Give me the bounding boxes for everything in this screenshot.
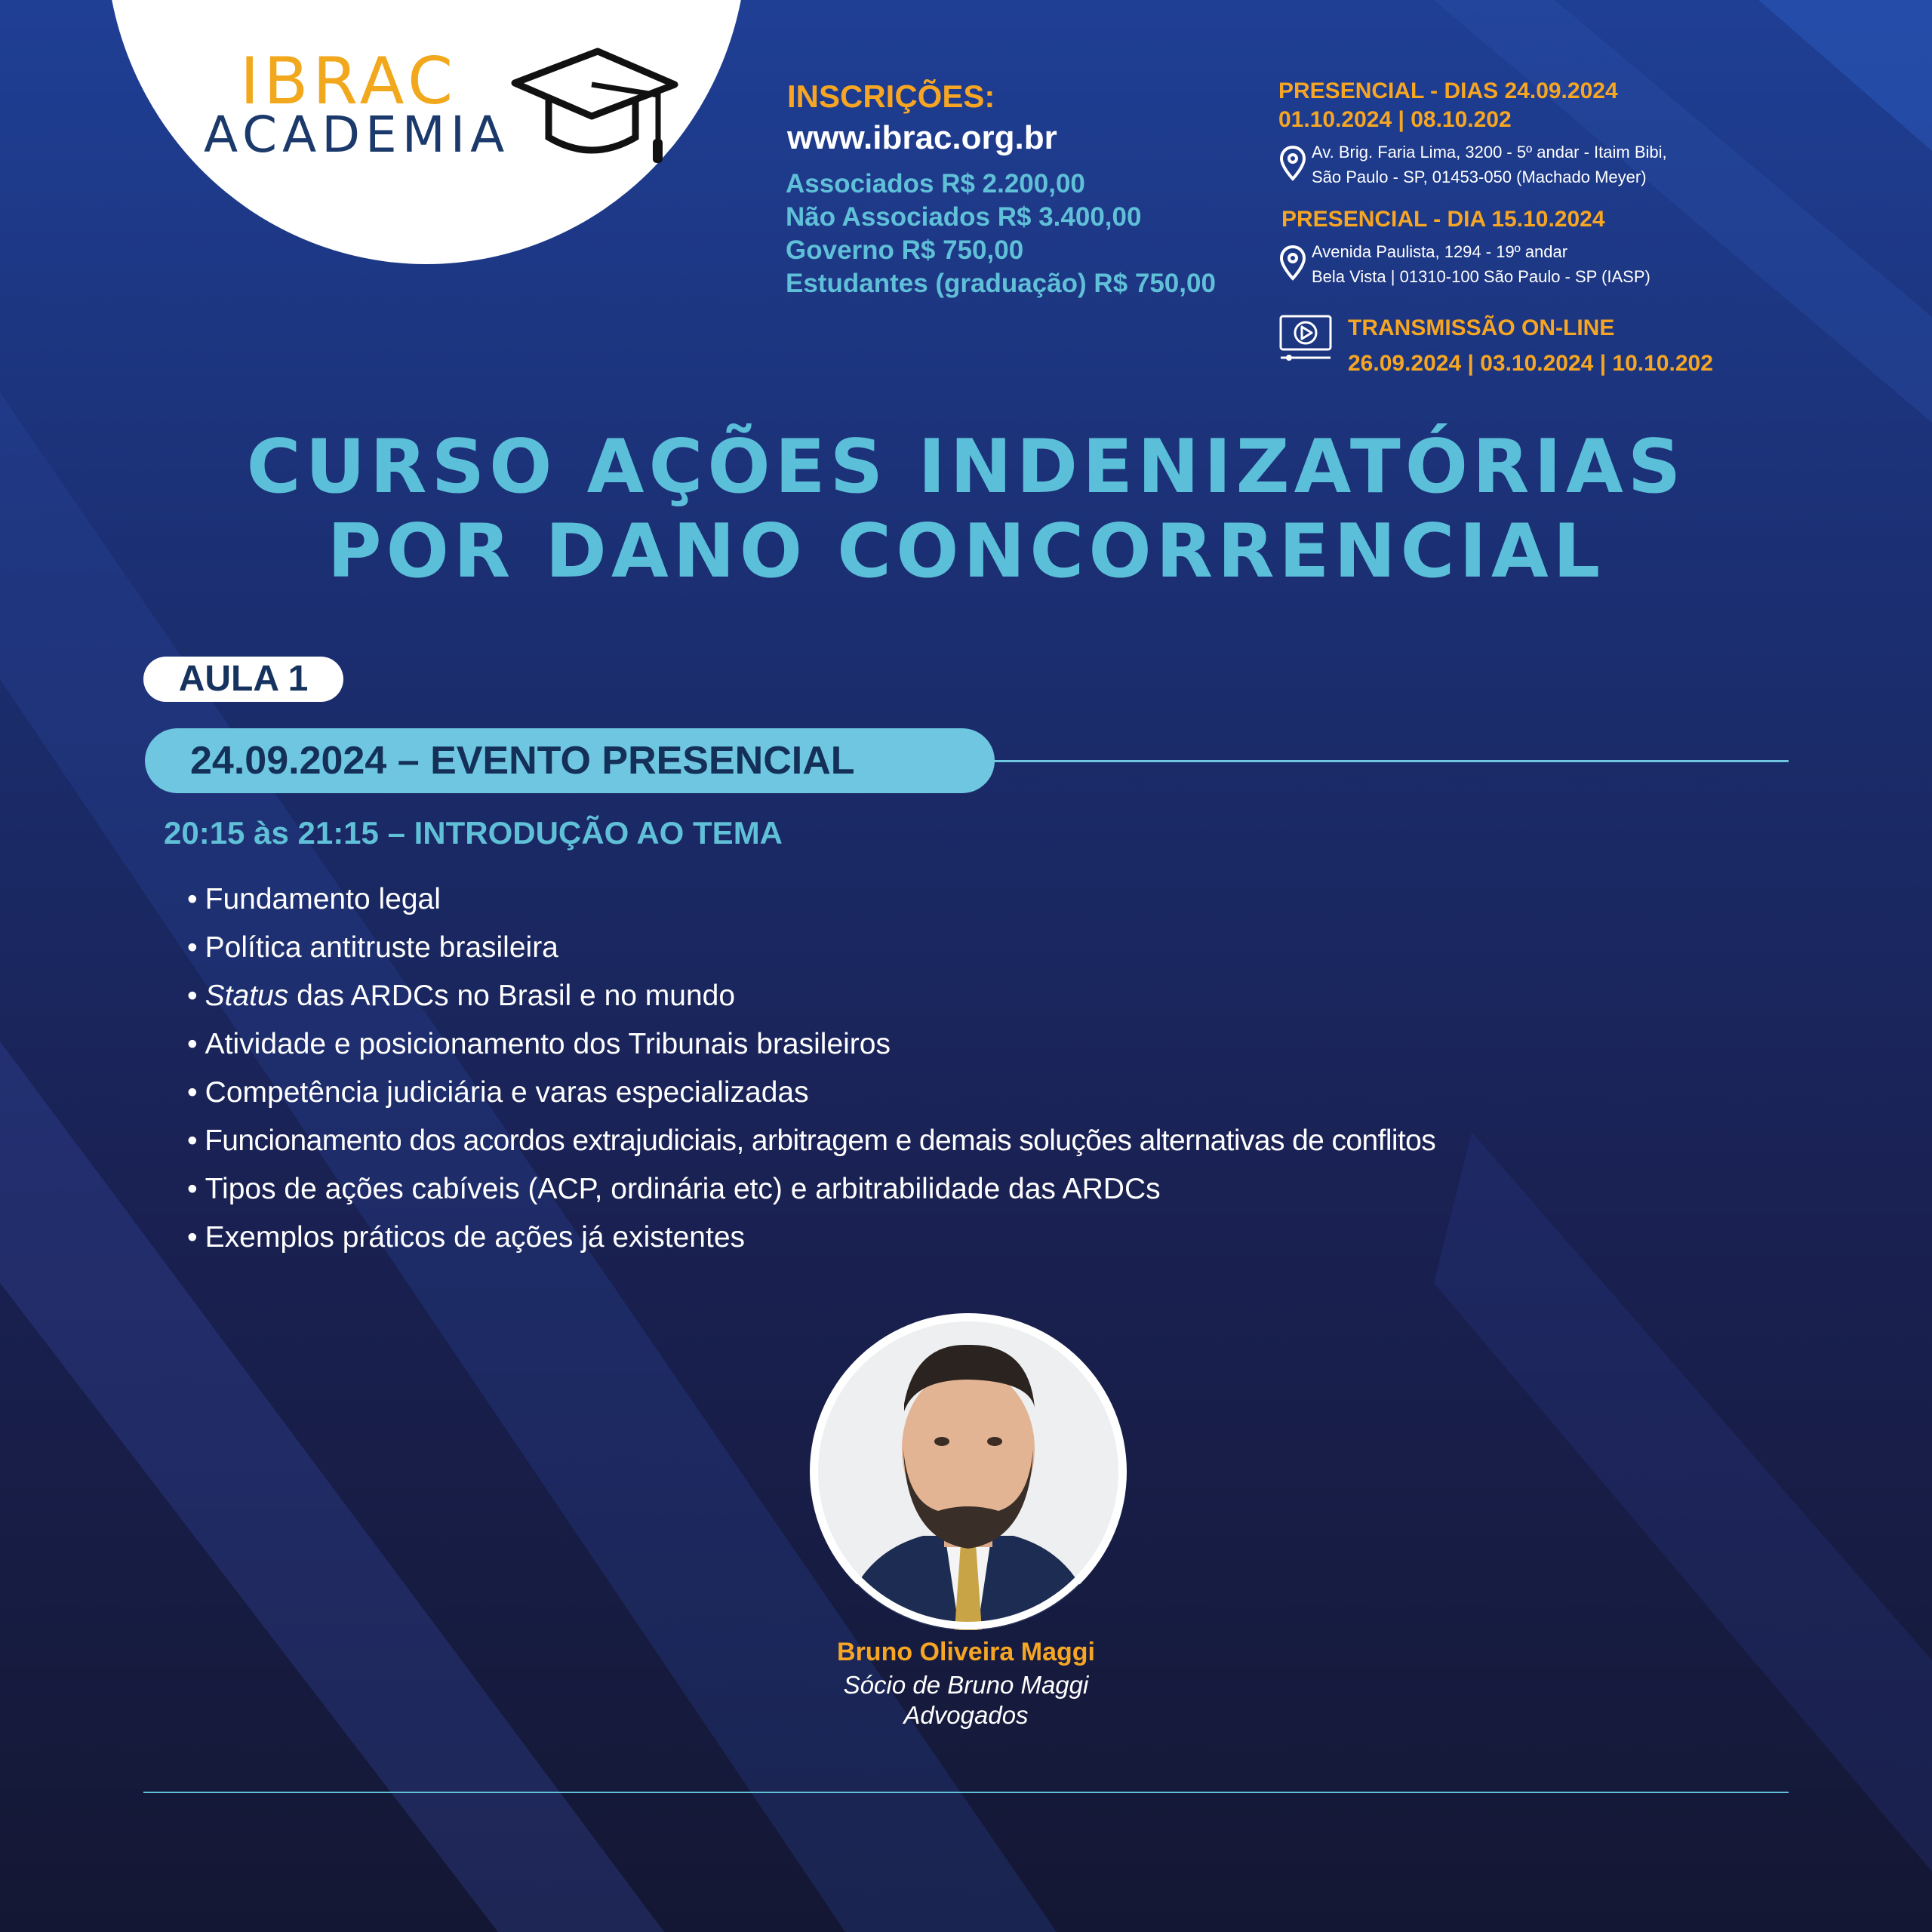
course-title-line-1: CURSO AÇÕES INDENIZATÓRIAS: [246, 424, 1686, 510]
online-dates: 26.09.2024 | 03.10.2024 | 10.10.202: [1348, 351, 1713, 376]
address-1-line-1: Av. Brig. Faria Lima, 3200 - 5º andar - Itaim Bibi,: [1312, 143, 1667, 162]
price-governo: Governo R$ 750,00: [786, 235, 1024, 265]
event-date-pill: 24.09.2024 – EVENTO PRESENCIAL: [145, 728, 995, 793]
logo-ibrac: IBRAC: [240, 44, 457, 119]
registration-title: INSCRIÇÕES:: [787, 78, 995, 114]
address-2-line-1: Avenida Paulista, 1294 - 19º andar: [1312, 242, 1568, 261]
event-divider: [981, 760, 1789, 762]
graduation-cap-icon: [507, 45, 681, 174]
list-item: • Status das ARDCs no Brasil e no mundo: [187, 980, 736, 1012]
location-pin-icon: [1278, 145, 1308, 181]
list-item: • Exemplos práticos de ações já existentes: [187, 1221, 746, 1254]
presencial-1-dates: 01.10.2024 | 08.10.202: [1278, 107, 1512, 132]
topic-list: [187, 875, 1435, 1262]
list-item: • Tipos de ações cabíveis (ACP, ordinária etc) e arbitrabilidade das ARDCs: [187, 1173, 1161, 1205]
video-play-icon: [1278, 314, 1333, 362]
course-title-line-2: POR DANO CONCORRENCIAL: [327, 509, 1605, 595]
speaker-role-line-1: Sócio de Bruno Maggi: [843, 1671, 1089, 1699]
list-item: • Atividade e posicionamento dos Tribunais brasileiros: [187, 1028, 891, 1060]
list-item: • Política antitruste brasileira: [187, 931, 558, 964]
list-item: • Fundamento legal: [187, 883, 441, 915]
presencial-1-heading: PRESENCIAL - DIAS 24.09.2024: [1278, 78, 1618, 103]
address-1-line-2: São Paulo - SP, 01453-050 (Machado Meyer): [1312, 168, 1647, 186]
presencial-2-heading: PRESENCIAL - DIA 15.10.2024: [1281, 207, 1605, 232]
list-item: • Funcionamento dos acordos extrajudiciais, arbitragem e demais soluções alternativas de conflitos: [187, 1124, 1436, 1157]
bottom-divider: [143, 1792, 1789, 1793]
speaker-photo: [810, 1313, 1127, 1630]
registration-url[interactable]: www.ibrac.org.br: [787, 119, 1057, 156]
list-item: • Competência judiciária e varas especializadas: [187, 1076, 809, 1109]
price-associados: Associados R$ 2.200,00: [786, 169, 1085, 198]
price-estudantes: Estudantes (graduação) R$ 750,00: [786, 269, 1216, 298]
address-2-line-2: Bela Vista | 01310-100 São Paulo - SP (IASP): [1312, 267, 1651, 286]
speaker-name: Bruno Oliveira Maggi: [837, 1638, 1095, 1666]
session-heading: 20:15 às 21:15 – INTRODUÇÃO AO TEMA: [164, 815, 783, 851]
lesson-badge: AULA 1: [143, 657, 343, 702]
logo-academia: ACADEMIA: [204, 106, 510, 164]
price-nao-associados: Não Associados R$ 3.400,00: [786, 202, 1142, 232]
speaker-role-line-2: Advogados: [903, 1701, 1029, 1729]
location-pin-icon: [1278, 245, 1308, 281]
online-heading: TRANSMISSÃO ON-LINE: [1348, 315, 1615, 340]
